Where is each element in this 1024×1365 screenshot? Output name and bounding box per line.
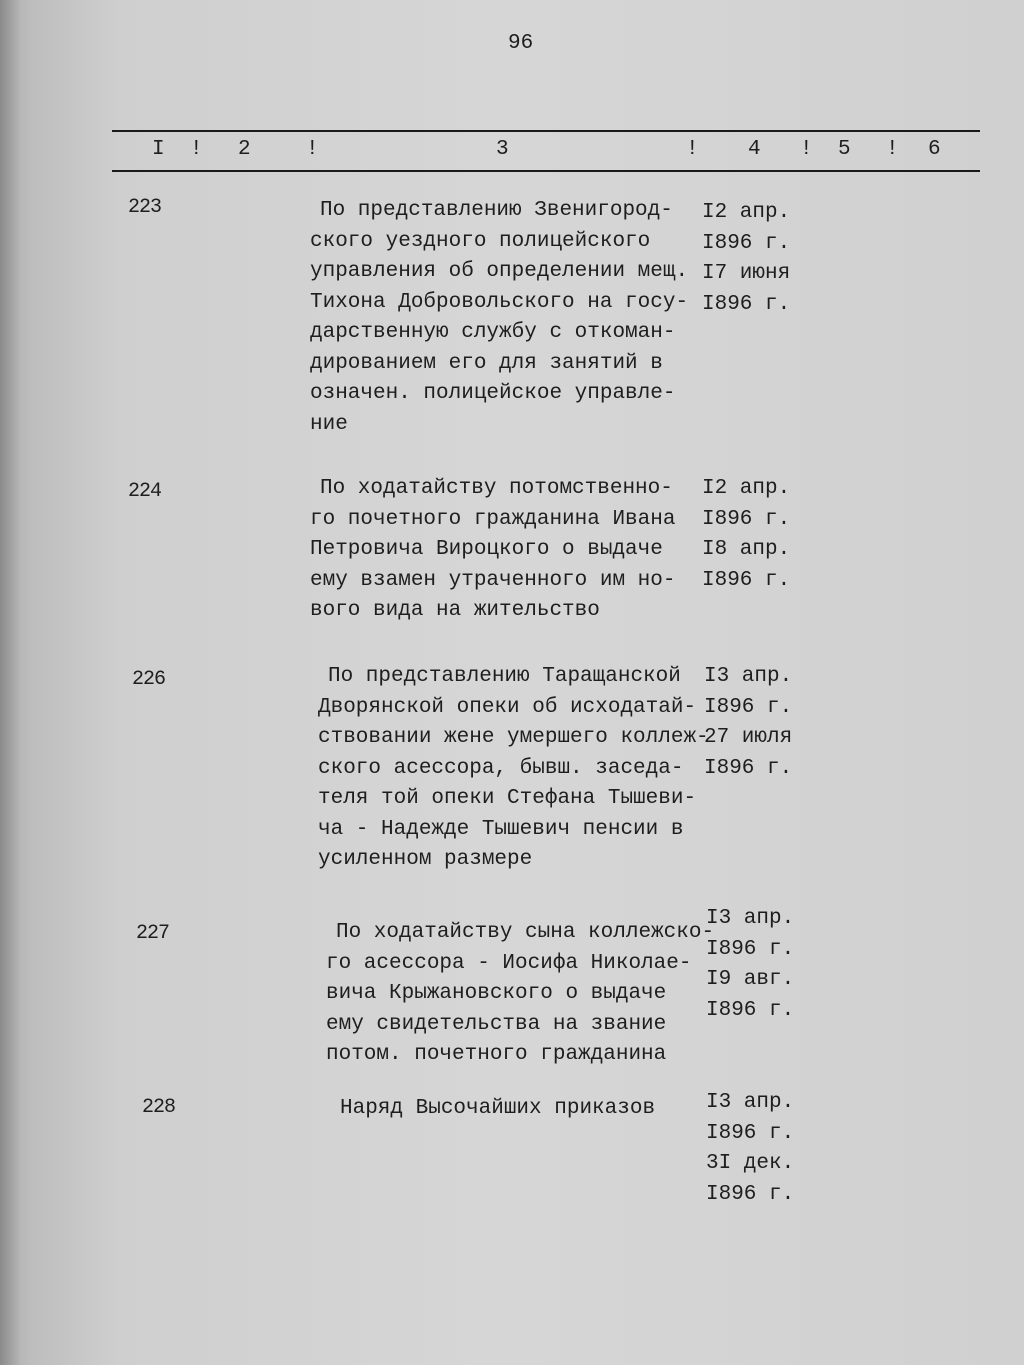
header-col-1: I <box>152 138 165 161</box>
description-line: го асессора - Иосифа Николае- <box>326 951 692 975</box>
description-line: По представлению Звенигород- <box>320 199 673 222</box>
header-sep: ! <box>800 138 813 161</box>
header-top-rule <box>112 130 980 132</box>
entry-dates <box>702 474 790 596</box>
description-line: ского уездного полицейского <box>310 229 651 253</box>
header-col-2: 2 <box>238 138 251 161</box>
description-line: Тихона Добровольского на госу- <box>310 290 689 314</box>
header-col-3: 3 <box>496 138 509 161</box>
entry-number: 227 <box>136 922 170 945</box>
page-number: 96 <box>508 32 534 55</box>
header-sep: ! <box>306 138 319 161</box>
date-line: I896 г. <box>704 695 793 719</box>
entry-dates <box>702 198 790 320</box>
date-line: I3 апр. <box>704 665 793 688</box>
description-line: ча - Надежде Тышевич пенсии в <box>318 817 684 841</box>
description-line: управления об определении мещ. <box>310 260 689 283</box>
date-line: I2 апр. <box>702 477 791 500</box>
date-line: I896 г. <box>706 937 795 961</box>
description-line: Наряд Высочайших приказов <box>340 1097 656 1120</box>
description-line: теля той опеки Стефана Тышеви- <box>318 787 697 810</box>
date-line: I896 г. <box>706 1121 795 1145</box>
entry-number: 226 <box>132 668 166 691</box>
header-col-4: 4 <box>748 138 761 161</box>
description-line: По представлению Таращанской <box>328 665 681 688</box>
description-line: ствовании жене умершего коллеж- <box>318 726 709 749</box>
date-line: I896 г. <box>706 1182 795 1206</box>
date-line: I3 апр. <box>706 907 795 930</box>
entry-dates <box>706 1088 794 1210</box>
description-line: По ходатайству сына коллежско- <box>336 921 715 944</box>
entry-description <box>310 474 675 627</box>
date-line: I8 апр. <box>702 538 791 561</box>
header-sep: ! <box>190 138 203 161</box>
header-sep: ! <box>686 138 699 161</box>
description-line: го почетного гражданина Ивана <box>310 507 676 531</box>
date-line: I2 апр. <box>702 201 791 224</box>
date-line: 27 июля <box>704 726 793 749</box>
entry-number: 228 <box>142 1096 176 1119</box>
date-line: I896 г. <box>702 507 791 531</box>
date-line: I3 апр. <box>706 1091 795 1114</box>
page-binding-shadow <box>0 0 20 1365</box>
description-line: дарственную службу с откоман- <box>310 321 676 344</box>
entry-description <box>330 1094 655 1125</box>
entry-number: 224 <box>128 480 162 503</box>
description-line: ему свидетельства на звание <box>326 1012 667 1036</box>
description-line: По ходатайству потомственно- <box>320 477 673 500</box>
description-line: усиленном размере <box>318 848 533 871</box>
description-line: вого вида на жительство <box>310 599 600 622</box>
description-line: вича Крыжановского о выдаче <box>326 982 667 1005</box>
description-line: Петровича Вироцкого о выдаче <box>310 538 663 561</box>
description-line: ние <box>310 412 348 436</box>
date-line: I896 г. <box>702 231 791 255</box>
entry-dates <box>704 662 792 784</box>
entry-dates <box>706 904 794 1026</box>
entry-description <box>318 662 709 876</box>
description-line: дированием его для занятий в <box>310 351 663 375</box>
header-col-5: 5 <box>838 138 851 161</box>
header-bottom-rule <box>112 170 980 172</box>
date-line: I7 июня <box>702 262 791 285</box>
entry-description <box>326 918 714 1071</box>
date-line: I9 авг. <box>706 968 795 991</box>
header-sep: ! <box>886 138 899 161</box>
description-line: потом. почетного гражданина <box>326 1043 667 1066</box>
entry-number: 223 <box>128 196 162 219</box>
description-line: ского асессора, бывш. заседа- <box>318 756 684 780</box>
date-line: I896 г. <box>704 756 793 780</box>
description-line: Дворянской опеки об исходатай- <box>318 695 697 719</box>
description-line: означен. полицейское управле- <box>310 382 676 405</box>
date-line: 3I дек. <box>706 1152 795 1175</box>
date-line: I896 г. <box>702 568 791 592</box>
date-line: I896 г. <box>702 292 791 316</box>
header-col-6: 6 <box>928 138 941 161</box>
date-line: I896 г. <box>706 998 795 1022</box>
entry-description <box>310 196 688 440</box>
description-line: ему взамен утраченного им но- <box>310 568 676 592</box>
